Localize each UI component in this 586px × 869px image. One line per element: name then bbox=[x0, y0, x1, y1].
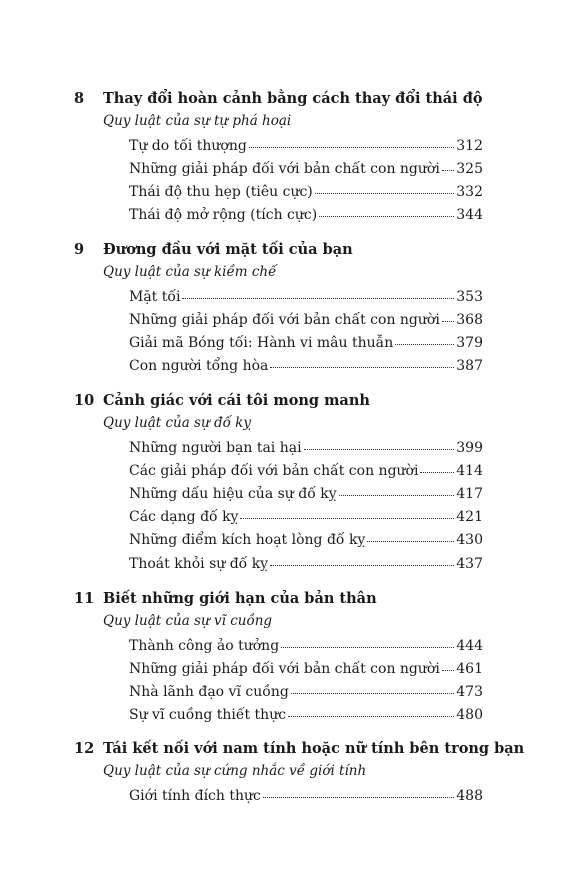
leader-dots bbox=[270, 355, 454, 369]
entry-page: 353 bbox=[456, 288, 483, 305]
entry-label: Những giải pháp đối với bản chất con người bbox=[129, 160, 440, 177]
toc-entry[interactable] bbox=[129, 706, 483, 729]
leader-dots bbox=[442, 157, 454, 171]
leader-dots bbox=[291, 680, 454, 694]
chapter-title: Biết những giới hạn của bản thân bbox=[103, 590, 377, 607]
chapter-number: 8 bbox=[74, 90, 85, 107]
entry-label: Giới tính đích thực bbox=[129, 787, 261, 804]
toc-entry[interactable] bbox=[129, 182, 483, 205]
entry-page: 399 bbox=[456, 439, 483, 456]
leader-dots bbox=[304, 436, 455, 450]
chapter-number: 11 bbox=[74, 590, 95, 607]
leader-dots bbox=[420, 459, 454, 473]
entry-label: Các giải pháp đối với bản chất con người bbox=[129, 462, 419, 479]
entry-label: Các dạng đố kỵ bbox=[129, 509, 239, 526]
leader-dots bbox=[288, 704, 454, 718]
entry-page: 444 bbox=[456, 637, 483, 654]
chapter-law: Quy luật của sự vĩ cuồng bbox=[103, 613, 273, 629]
entry-page: 461 bbox=[456, 660, 483, 677]
chapter-law: Quy luật của sự cứng nhắc về giới tính bbox=[103, 763, 367, 779]
toc-entry[interactable] bbox=[129, 438, 483, 461]
toc-entry[interactable] bbox=[129, 786, 483, 809]
entry-page: 387 bbox=[456, 358, 483, 375]
leader-dots bbox=[319, 204, 454, 218]
toc-entry[interactable] bbox=[129, 287, 483, 310]
entry-label: Những giải pháp đối với bản chất con người bbox=[129, 311, 440, 328]
toc-entry[interactable] bbox=[129, 333, 483, 356]
entry-label: Thành công ảo tưởng bbox=[129, 637, 280, 654]
leader-dots bbox=[339, 482, 455, 496]
entry-page: 325 bbox=[456, 160, 483, 177]
chapter-number: 9 bbox=[74, 241, 85, 258]
chapter-title: Tái kết nối với nam tính hoặc nữ tính bên trong bạn bbox=[103, 740, 525, 757]
toc-entry[interactable] bbox=[129, 682, 483, 705]
toc-entry[interactable] bbox=[129, 206, 483, 229]
entry-page: 421 bbox=[456, 509, 483, 526]
entry-label: Thoát khỏi sự đố kỵ bbox=[129, 555, 269, 572]
entry-page: 437 bbox=[456, 555, 483, 572]
entry-label: Thái độ thu hẹp (tiêu cực) bbox=[129, 183, 313, 200]
entry-page: 332 bbox=[456, 183, 483, 200]
chapter-title: Thay đổi hoàn cảnh bằng cách thay đổi thái độ bbox=[103, 90, 483, 107]
entry-page: 344 bbox=[456, 207, 483, 224]
chapter-8 bbox=[0, 90, 586, 224]
entry-list bbox=[129, 136, 483, 229]
toc-entry[interactable] bbox=[129, 554, 483, 577]
toc-entry[interactable] bbox=[129, 357, 483, 380]
leader-dots bbox=[367, 529, 454, 543]
leader-dots bbox=[270, 552, 454, 566]
entry-page: 430 bbox=[456, 532, 483, 549]
entry-label: Những điểm kích hoạt lòng đố kỵ bbox=[129, 532, 366, 549]
entry-label: Thái độ mở rộng (tích cực) bbox=[129, 207, 318, 224]
entry-list bbox=[129, 636, 483, 729]
entry-page: 480 bbox=[456, 707, 483, 724]
toc-entry[interactable] bbox=[129, 484, 483, 507]
entry-page: 414 bbox=[456, 462, 483, 479]
chapter-title: Đương đầu với mặt tối của bạn bbox=[103, 241, 353, 258]
chapter-law: Quy luật của sự đố kỵ bbox=[103, 415, 251, 431]
entry-page: 417 bbox=[456, 485, 483, 502]
leader-dots bbox=[263, 784, 454, 798]
entry-list bbox=[129, 786, 483, 809]
entry-label: Những giải pháp đối với bản chất con người bbox=[129, 660, 440, 677]
chapter-number: 12 bbox=[74, 740, 95, 757]
chapter-number: 10 bbox=[74, 392, 95, 409]
entry-label: Sự vĩ cuồng thiết thực bbox=[129, 707, 287, 724]
entry-page: 368 bbox=[456, 311, 483, 328]
entry-page: 379 bbox=[456, 334, 483, 351]
entry-label: Tự do tối thượng bbox=[129, 137, 247, 154]
entry-list bbox=[129, 438, 483, 577]
chapter-9 bbox=[0, 241, 586, 375]
leader-dots bbox=[182, 285, 454, 299]
entry-label: Mặt tối bbox=[129, 288, 181, 305]
chapter-10 bbox=[0, 392, 586, 572]
entry-label: Những dấu hiệu của sự đố kỵ bbox=[129, 485, 337, 502]
toc-entry[interactable] bbox=[129, 659, 483, 682]
entry-label: Giải mã Bóng tối: Hành vi mâu thuẫn bbox=[129, 334, 394, 351]
entry-page: 312 bbox=[456, 137, 483, 154]
leader-dots bbox=[442, 657, 454, 671]
toc-entry[interactable] bbox=[129, 159, 483, 182]
toc-entry[interactable] bbox=[129, 310, 483, 333]
leader-dots bbox=[315, 180, 454, 194]
chapter-11 bbox=[0, 590, 586, 724]
chapter-law: Quy luật của sự tự phá hoại bbox=[103, 113, 292, 129]
entry-label: Những người bạn tai hại bbox=[129, 439, 302, 456]
entry-list bbox=[129, 287, 483, 380]
toc-entry[interactable] bbox=[129, 461, 483, 484]
chapter-title: Cảnh giác với cái tôi mong manh bbox=[103, 392, 370, 409]
entry-label: Con người tổng hòa bbox=[129, 358, 269, 375]
entry-page: 488 bbox=[456, 787, 483, 804]
entry-label: Nhà lãnh đạo vĩ cuồng bbox=[129, 683, 289, 700]
toc-entry[interactable] bbox=[129, 508, 483, 531]
toc-entry[interactable] bbox=[129, 136, 483, 159]
leader-dots bbox=[281, 634, 454, 648]
entry-page: 473 bbox=[456, 683, 483, 700]
chapter-law: Quy luật của sự kiềm chế bbox=[103, 264, 277, 280]
toc-entry[interactable] bbox=[129, 636, 483, 659]
chapter-12 bbox=[0, 740, 586, 804]
leader-dots bbox=[442, 308, 454, 322]
toc-entry[interactable] bbox=[129, 531, 483, 554]
leader-dots bbox=[395, 331, 454, 345]
leader-dots bbox=[240, 506, 454, 520]
leader-dots bbox=[249, 134, 454, 148]
